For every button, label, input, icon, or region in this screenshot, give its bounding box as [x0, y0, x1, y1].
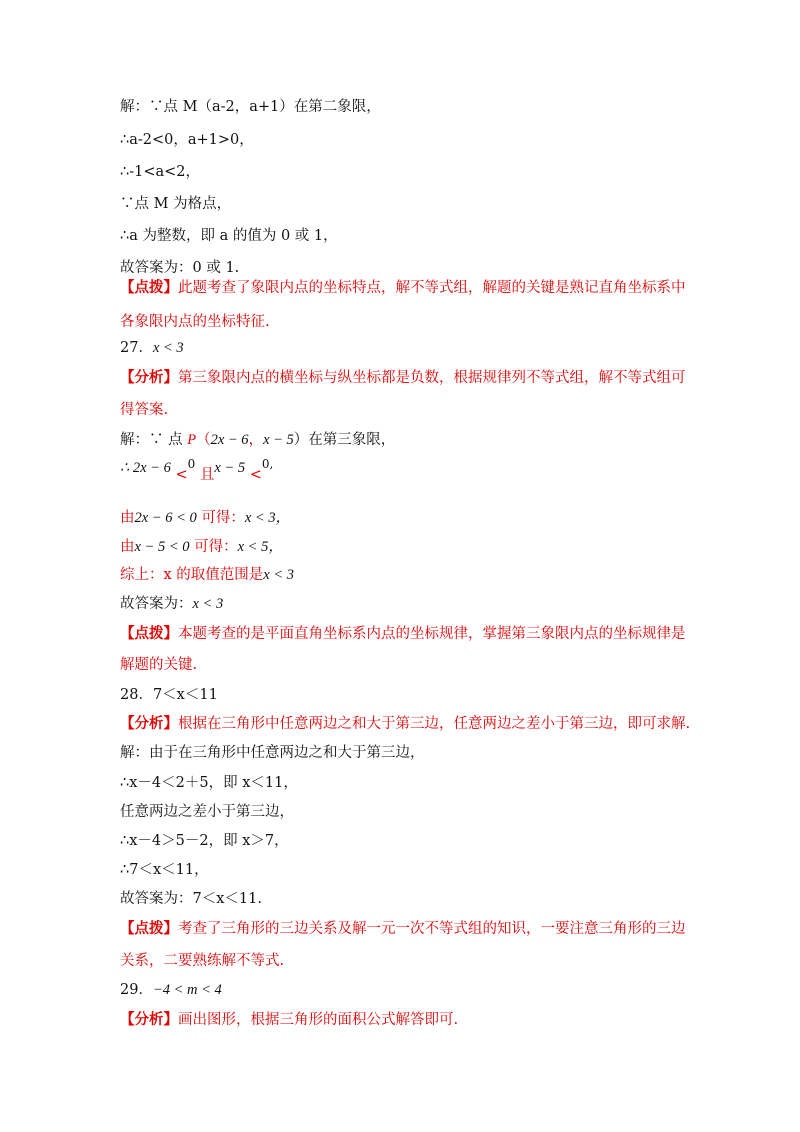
bracket: （ [196, 432, 211, 448]
question-29-number [120, 980, 222, 1000]
zero: 0, [261, 457, 274, 471]
formula: x < 3 [192, 596, 224, 612]
text-segment: 故答案为： [120, 596, 193, 612]
and-word: 且 [199, 467, 215, 483]
formula: 2x − 6 [210, 432, 249, 448]
analysis-tag: 【分析】 [120, 369, 178, 386]
hint-text: 本题考查的是平面直角坐标系内点的坐标规律，掌握第三象限内点的坐标规律是 [178, 626, 686, 642]
answer-formula: x < 3 [152, 340, 184, 356]
less-than-sign: < [175, 467, 188, 483]
solution-27-line-2 [120, 457, 274, 483]
solution-26-line-1: 解：∵点 M（a‐2，a+1）在第二象限， [120, 99, 381, 115]
hint-26 [120, 278, 686, 298]
question-27-number [120, 338, 184, 358]
hint-text: 考查了三角形的三边关系及解一元一次不等式组的知识，一要注意三角形的三边 [178, 921, 686, 937]
answer-26: 故答案为：0 或 1. [120, 260, 240, 276]
text-segment: 由 [120, 510, 135, 526]
formula: x − 5 < 0 [134, 539, 190, 555]
question-number: 29． [120, 982, 153, 998]
text-segment: 由 [120, 539, 135, 555]
solution-27-line-5 [120, 565, 294, 585]
formula: x < 3 [263, 567, 295, 583]
answer-formula: −4 < m < 4 [152, 982, 222, 998]
hint-tag: 【点拨】 [120, 625, 178, 642]
solution-27-line-4 [120, 537, 283, 557]
analysis-tag: 【分析】 [120, 715, 178, 732]
text-segment: 综上：x 的取值范围是 [120, 567, 264, 583]
formula: x − 5 [263, 432, 294, 448]
solution-28-line-3: 任意两边之差小于第三边， [120, 804, 294, 820]
answer-28: 故答案为：7＜x＜11. [120, 891, 262, 907]
point-label: P [187, 432, 197, 448]
analysis-tag: 【分析】 [120, 1011, 178, 1028]
analysis-27 [120, 368, 686, 388]
hint-27 [120, 624, 686, 644]
formula: 2x − 6 < 0 [134, 510, 197, 526]
text-segment: ）在第三象限， [293, 432, 396, 448]
hint-tag: 【点拨】 [120, 920, 178, 937]
text-segment: 解：∵ 点 [120, 432, 183, 448]
solution-28-line-4: ∴x－4＞5－2，即 x＞7， [120, 833, 289, 849]
solution-28-line-1: 解：由于在三角形中任意两边之和大于第三边， [120, 745, 425, 761]
analysis-text: 画出图形，根据三角形的面积公式解答即可. [178, 1012, 459, 1028]
solution-26-line-3: ∴‐1<a<2， [120, 164, 201, 180]
solution-26-line-4: ∵点 M 为格点， [120, 196, 232, 212]
solution-26-line-5: ∴a 为整数，即 a 的值为 0 或 1， [120, 228, 338, 244]
analysis-29 [120, 1010, 458, 1030]
analysis-27-cont: 得答案. [120, 402, 169, 418]
text-segment: 可得： [194, 539, 238, 555]
zero: 0 [187, 457, 196, 471]
question-number: 27． [120, 340, 153, 356]
solution-28-line-2: ∴x－4＜2＋5，即 x＜11， [120, 775, 298, 791]
less-than-sign: < [249, 467, 262, 483]
solution-26-line-2: ∴a‐2<0，a+1>0， [120, 132, 254, 148]
solution-27-line-3 [120, 508, 290, 528]
formula: ∴ 2x − 6 [120, 460, 171, 476]
hint-27-cont: 解题的关键. [120, 657, 198, 673]
hint-28-cont: 关系，二要熟练解不等式. [120, 953, 285, 969]
hint-26-cont: 各象限内点的坐标特征. [120, 314, 270, 330]
question-28-answer: 28．7＜x＜11 [120, 687, 218, 703]
hint-text: 此题考查了象限内点的坐标特点，解不等式组，解题的关键是熟记直角坐标系中 [178, 280, 686, 296]
hint-28 [120, 919, 686, 939]
hint-tag: 【点拨】 [120, 279, 178, 296]
analysis-text: 第三象限内点的横坐标与纵坐标都是负数，根据规律列不等式组，解不等式组可 [178, 370, 686, 386]
text-segment: 可得： [201, 510, 245, 526]
answer-27 [120, 594, 223, 614]
solution-27-line-1 [120, 430, 395, 450]
analysis-text: 根据在三角形中任意两边之和大于第三边，任意两边之差小于第三边，即可求解. [178, 716, 691, 732]
formula: x − 5 [214, 460, 246, 476]
formula: x < 3， [244, 510, 291, 526]
comma: ， [248, 432, 264, 448]
formula: x < 5， [237, 539, 283, 555]
solution-28-line-5: ∴7＜x＜11， [120, 862, 209, 878]
analysis-28 [120, 714, 690, 734]
